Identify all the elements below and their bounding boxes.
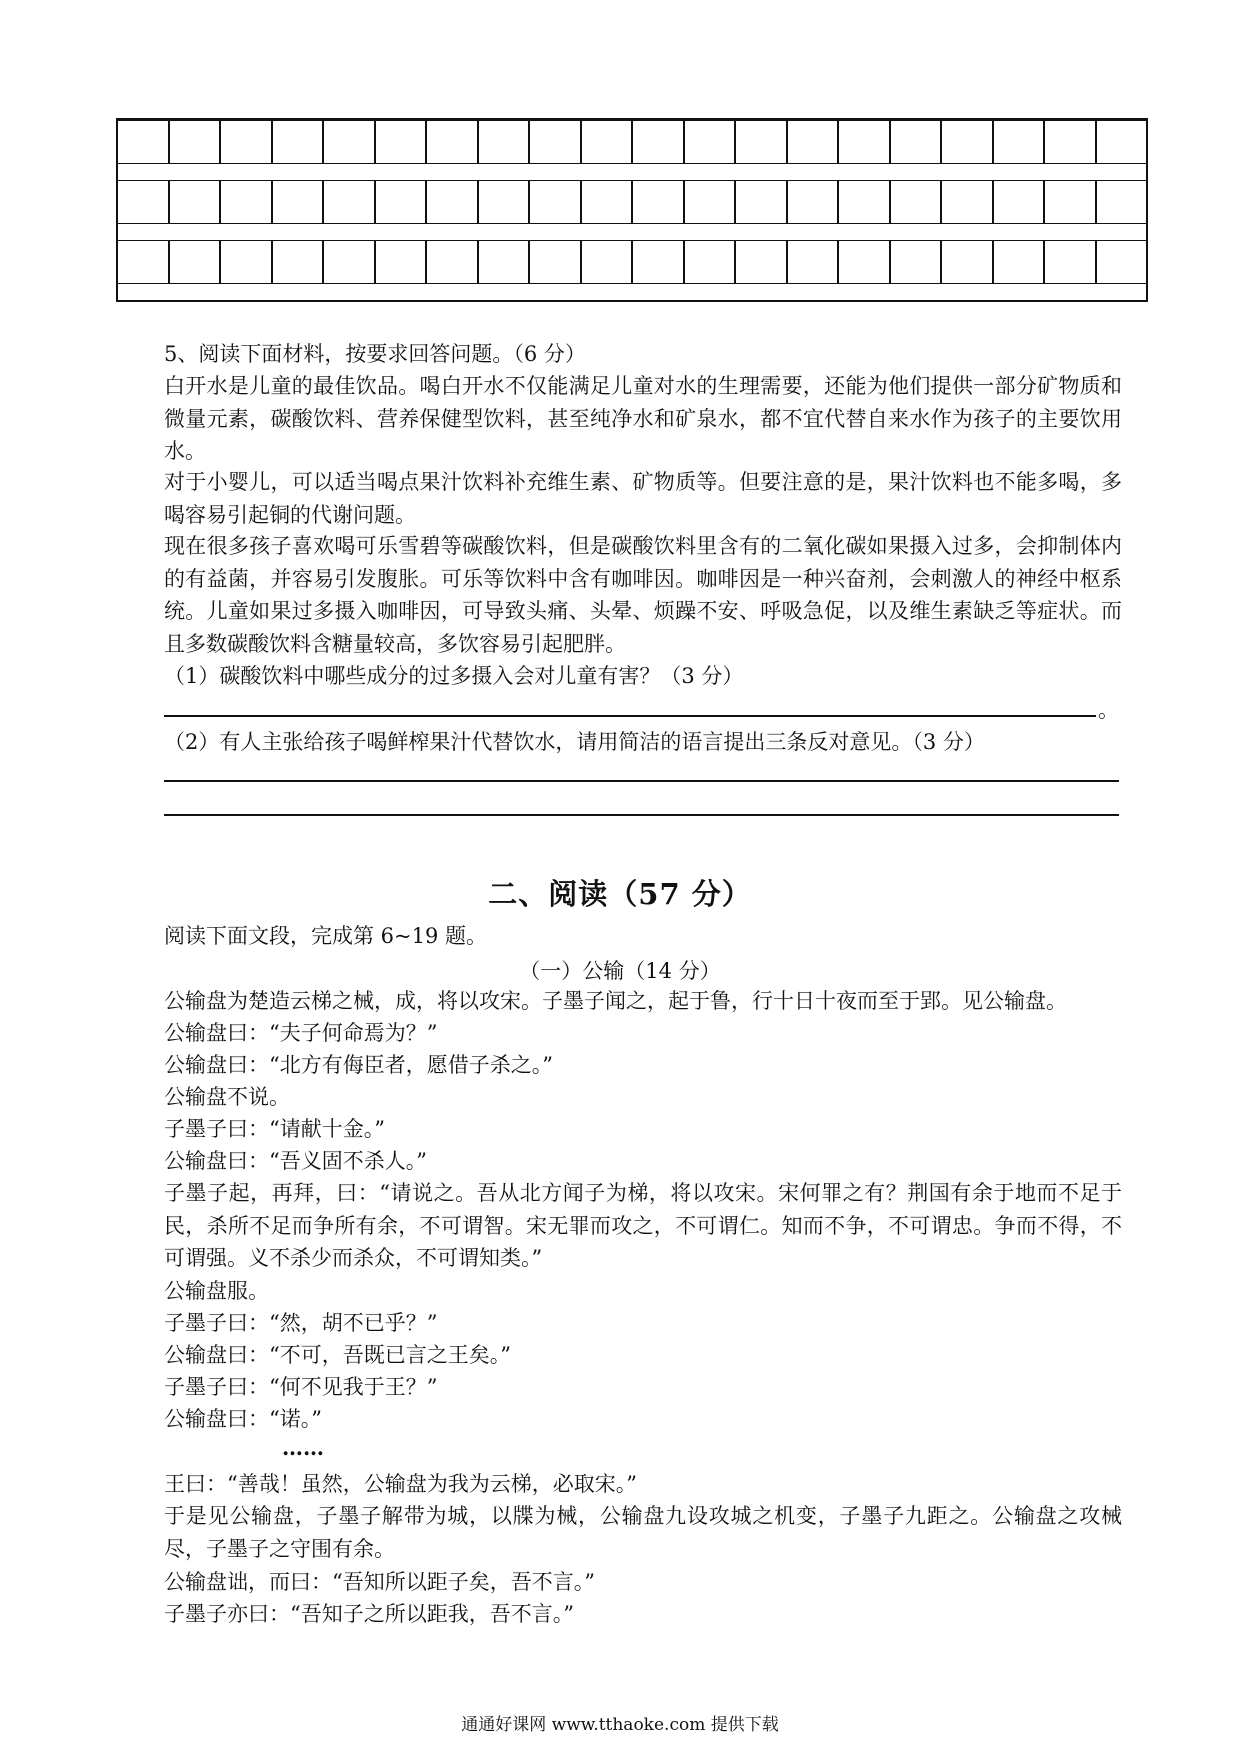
grid-cell	[891, 181, 943, 223]
grid-cell	[788, 121, 840, 163]
grid-cell	[118, 241, 170, 283]
section-2-intro: 阅读下面文段，完成第 6~19 题。	[164, 924, 488, 948]
q5-paragraph-1: 白开水是儿童的最佳饮品。喝白开水不仅能满足儿童对水的生理需要，还能为他们提供一部分矿物质和微量元素，碳酸饮料、营养保健型饮料，甚至纯净水和矿泉水，都不宜代替自来水作为孩子的主要饮用水。	[164, 374, 1122, 463]
passage-line: 公输盘曰：“夫子何命焉为？”	[164, 1021, 438, 1045]
passage-line: 公输盘不说。	[164, 1085, 290, 1109]
grid-cell	[839, 121, 891, 163]
passage-line: 公输盘曰：“不可，吾既已言之王矣。”	[164, 1343, 511, 1367]
passage-line: 公输盘服。	[164, 1279, 269, 1303]
passage-line: 公输盘诎，而曰：“吾知所以距子矣，吾不言。”	[164, 1570, 595, 1594]
grid-cell	[479, 241, 531, 283]
grid-cell	[1097, 121, 1147, 163]
grid-cell	[839, 241, 891, 283]
passage-line: 子墨子亦曰：“吾知子之所以距我，吾不言。”	[164, 1602, 574, 1626]
passage-line: 公输盘曰：“诺。”	[164, 1407, 322, 1431]
grid-cell	[582, 241, 634, 283]
grid-cell	[170, 121, 222, 163]
answer-line-1[interactable]	[164, 715, 1096, 717]
grid-cell	[376, 181, 428, 223]
grid-cell	[1097, 241, 1147, 283]
grid-cell	[427, 241, 479, 283]
passage-subtitle: （一）公输（14 分）	[519, 959, 721, 983]
passage-line-king: 王曰：“善哉！虽然，公输盘为我为云梯，必取宋。”	[164, 1472, 637, 1496]
grid-cell	[1045, 241, 1097, 283]
q5-paragraph-2: 对于小婴儿，可以适当喝点果汁饮料补充维生素、矿物质等。但要注意的是，果汁饮料也不能多喝，多喝容易引起铜的代谢问题。	[164, 470, 1122, 527]
passage-paragraph-siege: 于是见公输盘，子墨子解带为城，以牒为械，公输盘九设攻城之机变，子墨子九距之。公输盘之攻械尽，子墨子之守围有余。	[164, 1504, 1122, 1561]
grid-cell	[427, 181, 479, 223]
grid-cell	[118, 181, 170, 223]
grid-cell	[736, 181, 788, 223]
grid-cell	[479, 121, 531, 163]
grid-cell	[788, 181, 840, 223]
grid-cell	[685, 181, 737, 223]
passage-paragraph-argument: 子墨子起，再拜，曰：“请说之。吾从北方闻子为梯，将以攻宋。宋何罪之有？荆国有余于地而不足于民，杀所不足而争所有余，不可谓智。宋无罪而攻之，不可谓仁。知而不争，不可谓忠。争而不得，不可谓强。义不杀少而杀众，不可谓知类。”	[164, 1181, 1122, 1270]
grid-cell	[942, 121, 994, 163]
section-2-title: 二、阅读（57 分）	[488, 877, 752, 911]
grid-cell	[582, 181, 634, 223]
grid-row	[118, 240, 1146, 284]
grid-cell	[685, 241, 737, 283]
grid-cell	[994, 241, 1046, 283]
page-footer: 通通好课网 www.tthaoke.com 提供下载	[461, 1715, 779, 1735]
answer-line-2[interactable]	[164, 780, 1119, 782]
grid-cell	[788, 241, 840, 283]
grid-cell	[685, 121, 737, 163]
grid-cell	[633, 181, 685, 223]
grid-cell	[1045, 181, 1097, 223]
passage-ellipsis: ……	[282, 1435, 324, 1460]
grid-cell	[170, 181, 222, 223]
grid-cell	[891, 121, 943, 163]
grid-cell	[170, 241, 222, 283]
grid-cell	[994, 121, 1046, 163]
grid-cell	[221, 121, 273, 163]
passage-line: 公输盘曰：“北方有侮臣者，愿借子杀之。”	[164, 1053, 553, 1077]
passage-line: 子墨子曰：“请献十金。”	[164, 1117, 385, 1141]
grid-cell	[530, 181, 582, 223]
grid-cell	[942, 241, 994, 283]
q5-sub2: （2）有人主张给孩子喝鲜榨果汁代替饮水，请用简洁的语言提出三条反对意见。（3 分）	[164, 730, 985, 754]
grid-row	[118, 180, 1146, 224]
grid-cell	[736, 121, 788, 163]
grid-cell	[221, 181, 273, 223]
grid-cell	[479, 181, 531, 223]
grid-cell	[1097, 181, 1147, 223]
grid-cell	[324, 121, 376, 163]
grid-cell	[582, 121, 634, 163]
answer-line-3[interactable]	[164, 814, 1119, 816]
passage-line: 公输盘曰：“吾义固不杀人。”	[164, 1149, 427, 1173]
grid-cell	[994, 181, 1046, 223]
grid-cell	[376, 241, 428, 283]
grid-cell	[376, 121, 428, 163]
grid-cell	[633, 241, 685, 283]
grid-cell	[530, 241, 582, 283]
grid-cell	[736, 241, 788, 283]
grid-cell	[839, 181, 891, 223]
grid-cell	[1045, 121, 1097, 163]
answer-line-1-end: 。	[1098, 698, 1119, 722]
grid-cell	[633, 121, 685, 163]
grid-row	[118, 120, 1146, 164]
passage-line: 子墨子曰：“何不见我于王？”	[164, 1375, 438, 1399]
grid-cell	[273, 241, 325, 283]
question-5-heading: 5、阅读下面材料，按要求回答问题。（6 分）	[164, 342, 586, 366]
grid-cell	[891, 241, 943, 283]
grid-cell	[324, 181, 376, 223]
grid-cell	[324, 241, 376, 283]
writing-grid	[116, 118, 1148, 302]
q5-sub1: （1）碳酸饮料中哪些成分的过多摄入会对儿童有害？（3 分）	[164, 664, 744, 688]
passage-line: 子墨子曰：“然，胡不已乎？”	[164, 1311, 438, 1335]
grid-cell	[273, 121, 325, 163]
grid-cell	[530, 121, 582, 163]
grid-cell	[273, 181, 325, 223]
grid-cell	[221, 241, 273, 283]
q5-paragraph-3: 现在很多孩子喜欢喝可乐雪碧等碳酸饮料，但是碳酸饮料里含有的二氧化碳如果摄入过多，会抑制体内的有益菌，并容易引发腹胀。可乐等饮料中含有咖啡因。咖啡因是一种兴奋剂，会刺激人的神经中枢系统。儿童如果过多摄入咖啡因，可导致头痛、头晕、烦躁不安、呼吸急促，以及维生素缺乏等症状。而且多数碳酸饮料含糖量较高，多饮容易引起肥胖。	[164, 534, 1122, 656]
grid-cell	[118, 121, 170, 163]
grid-cell	[427, 121, 479, 163]
passage-line: 公输盘为楚造云梯之械，成，将以攻宋。子墨子闻之，起于鲁，行十日十夜而至于郢。见公输盘。	[164, 989, 1067, 1013]
grid-cell	[942, 181, 994, 223]
